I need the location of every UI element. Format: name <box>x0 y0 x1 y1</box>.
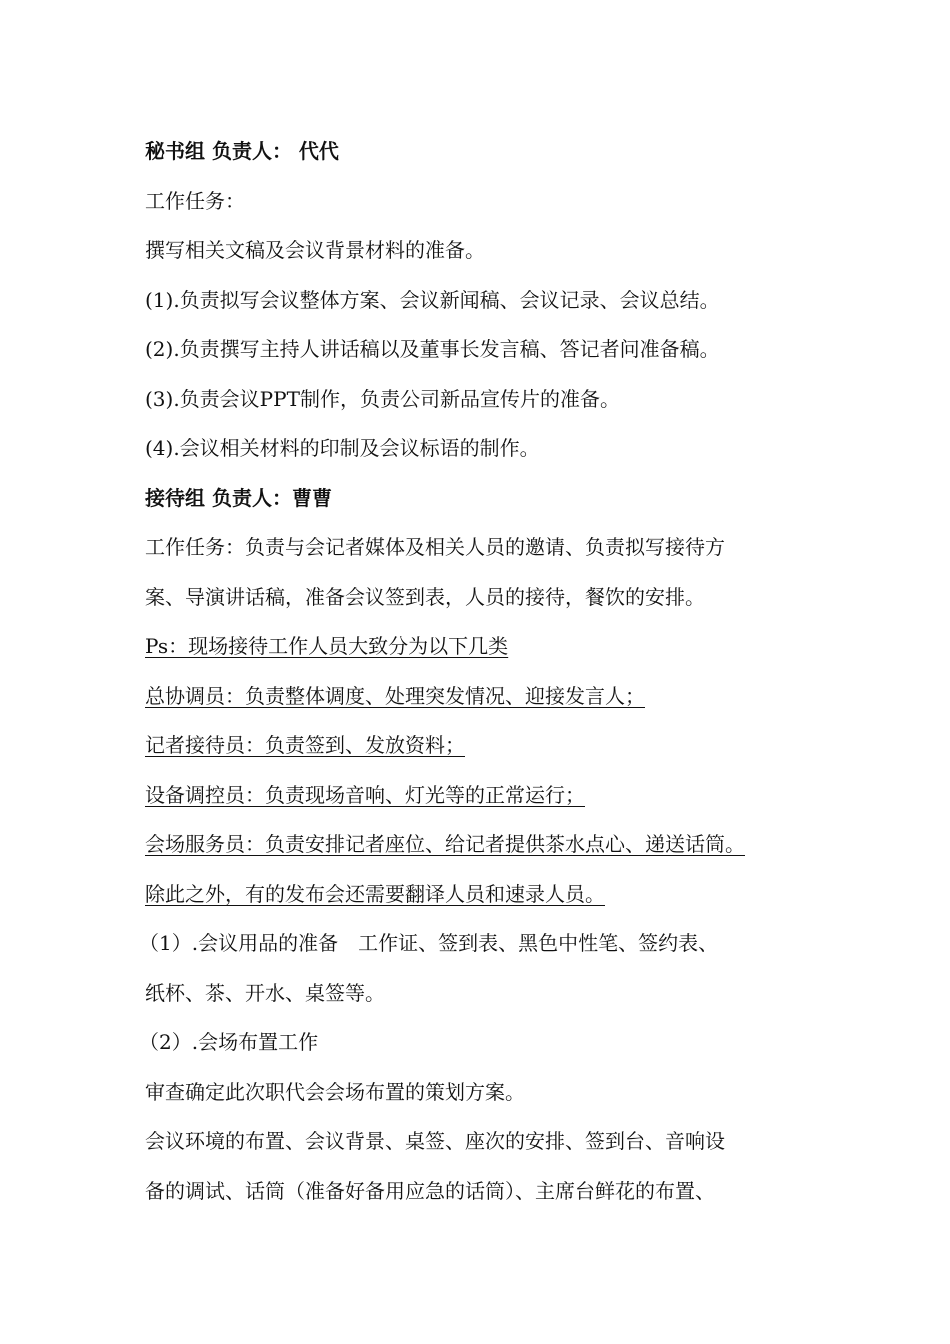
venue-line-3: 备的调试、话筒（准备好备用应急的话筒）、主席台鲜花的布置、 <box>145 1178 715 1203</box>
supplies-line-1: （1）.会议用品的准备 工作证、签到表、黑色中性笔、签约表、 <box>139 931 719 955</box>
ps-line-intro: Ps：现场接待工作人员大致分为以下几类 <box>145 634 509 658</box>
reception-heading: 接待组 负责人：曹曹 <box>145 485 332 510</box>
reception-task-line-1: 工作任务：负责与会记者媒体及相关人员的邀请、负责拟写接待方 <box>145 535 725 559</box>
secretary-item-1: (1).负责拟写会议整体方案、会议新闻稿、会议记录、会议总结。 <box>145 287 720 312</box>
venue-line-1: 审查确定此次职代会会场布置的策划方案。 <box>145 1079 525 1104</box>
reception-task-line-2: 案、导演讲话稿，准备会议签到表，人员的接待，餐饮的安排。 <box>145 584 705 609</box>
supplies-line-2: 纸杯、茶、开水、桌签等。 <box>145 980 385 1005</box>
secretary-item-4: (4).会议相关材料的印制及会议标语的制作。 <box>145 436 540 460</box>
ps-line-venue-attendant: 会场服务员：负责安排记者座位、给记者提供茶水点心、递送话筒。 <box>145 832 745 856</box>
secretary-item-2: (2).负责撰写主持人讲话稿以及董事长发言稿、答记者问准备稿。 <box>145 337 720 361</box>
secretary-task-label: 工作任务： <box>145 188 245 213</box>
document-body <box>139 127 835 1216</box>
ps-line-press-receptionist: 记者接待员：负责签到、发放资料； <box>145 733 465 757</box>
ps-line-coordinator: 总协调员：负责整体调度、处理突发情况、迎接发言人； <box>145 683 645 708</box>
ps-line-additional: 除此之外，有的发布会还需要翻译人员和速录人员。 <box>145 881 605 906</box>
venue-line-2: 会议环境的布置、会议背景、桌签、座次的安排、签到台、音响设 <box>145 1129 725 1153</box>
secretary-intro: 撰写相关文稿及会议背景材料的准备。 <box>145 238 485 262</box>
venue-heading: （2）.会场布置工作 <box>139 1030 319 1054</box>
secretary-item-3: (3).负责会议PPT制作，负责公司新品宣传片的准备。 <box>145 386 620 411</box>
secretary-heading: 秘书组 负责人： 代代 <box>145 139 339 163</box>
ps-line-equipment-operator: 设备调控员：负责现场音响、灯光等的正常运行； <box>145 782 585 807</box>
